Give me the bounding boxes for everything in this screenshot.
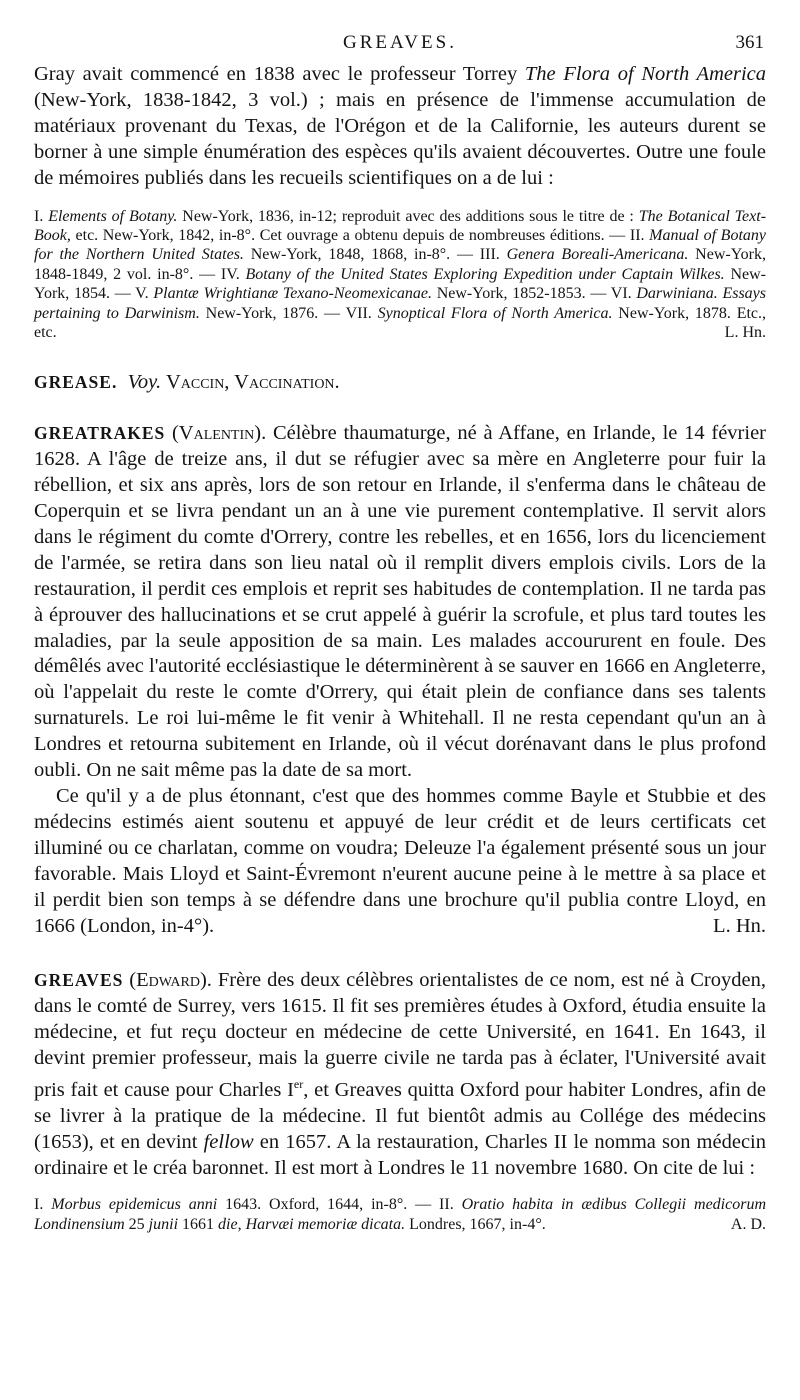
bib-text: New-York, 1852-1853. — VI. [432,285,637,303]
entry-text: Célèbre thaumaturge, né à Affane, en Irlande, le 14 février 1628. A l'âge de treize ans, il dut se réfugier avec sa mère en Angleterre pour fuir la rébellion, et six ans après, lors de son retour en Irlande, il s'enferma dans le château de Coperquin et se livra pendant un an à une vie purement contemplative. Il servit alors dans le régiment du comte d'Orrery, contre les rebelles, et en 1656, lors du licenciement de l'armée, se retira dans son lieu natal où il remplit divers emplois civils. Lors de la restauration, il perdit ces emplois et reprit ses habitudes de contemplation. Il ne tarda pas à éprouver des hallucinations et se crut appelé à guérir la scrofule, et plus tard toutes les maladies, par la seule apposition de sa main. Les malades accoururent en foule. Des démêlés avec l'autorité ecclésiastique le déterminèrent à se sauver en 1666 en Angleterre, où l'appelait du reste le comte d'Orrery, qui était plein de confiance dans ses talents surnaturels. Le roi lui-même le fit venir à Whitehall. Il ne resta cependant qu'un an à Londres et retourna subitement en Irlande, où il vécut dorénavant dans le plus profond oubli. On ne sait même pas la date de sa mort. [34,422,767,782]
bib-text: 1661 [178,1215,219,1233]
greaves-bibliography [34,1195,766,1234]
bib-title: The Botanical Text-Book, [34,207,767,244]
gray-paragraph [34,62,766,192]
signature: L. Hn. [724,323,766,341]
entry-italic: fellow [203,1130,254,1153]
entry-text: Ce qu'il y a de plus étonnant, c'est que des hommes comme Bayle et Stubbie et des médecins estimés aient soutenu et appuyé de leur crédit et de leurs certificats cet illuminé ou ce charlatan, comme on voudra; Deleuze l'a également présenté sous un jour favorable. Mais Lloyd et Saint-Évremont n'eurent aucune peine à le mettre à sa place et il perdit bien son temps à se défendre dans une brochure qu'il publia contre Lloyd, en 1666 (London, in-4°). [34,784,766,937]
bib-text: New-York, 1848, 1868, in-8°. — III. [243,246,507,264]
headword-firstname: (Valentin). [165,422,267,445]
bib-text: 25 [124,1215,149,1233]
running-head: GREAVES. [343,32,457,53]
gray-text-1: Gray avait commencé en 1838 avec le professeur Torrey [34,63,525,85]
bib-text: New-York, 1836, in-12; reproduit avec des additions sous le titre de : [177,207,639,225]
greaves-paragraph [34,968,766,1181]
bib-text: New-York, 1878. Etc., etc. [34,304,767,341]
bib-num: I. [34,1196,52,1214]
page [34,28,766,1234]
gray-flora-title: The Flora of North America [524,63,766,85]
signature: A. D. [730,1215,766,1233]
bib-title: Synoptical Flora of North America. [377,304,613,322]
bib-num: I. [34,207,49,225]
bib-title: Botany of the United States Exploring Expedition under Captain Wilkes. [245,265,725,283]
headword: GREATRAKES [34,423,166,444]
headword: GREAVES [34,970,124,991]
bib-title: Morbus epidemicus anni [51,1196,218,1214]
bib-title: Genera Boreali-Americana. [506,246,689,264]
entry-text: Frère des deux célèbres orientalistes de ce nom, est né à Croyden, dans le comté de Surrey, vers 1615. Il fit ses premières études à Oxford, étudia ensuite la médecine, et fut reçu docteur en médecine de cette Université, en 1641. En 1643, il devint premier professeur, mais la guerre civile ne tarda pas à éclater, l'Université avait pris fait et cause pour Charles I [34,969,766,1101]
grease-entry [34,370,766,396]
page-header [34,28,766,62]
signature: L. Hn. [713,914,766,937]
bib-text: New-York, 1848-1849, 2 vol. in-8°. — IV. [34,246,766,283]
bib-title: die, Harvæi memoriæ dicata. [218,1215,406,1233]
bib-title: Manual of Botany for the Northern United States. [34,226,766,264]
headword-firstname: (Edward). [123,969,212,992]
superscript: er [293,1077,304,1092]
cross-reference: Vaccin, Vaccination. [161,371,340,394]
bib-text: Londres, 1667, in-4°. [405,1215,546,1233]
bib-title: Plantæ Wrightianæ Texano-Neomexicanae. [153,285,432,303]
entry-text: , et Greaves quitta Oxford pour habiter Londres, afin de se livrer à la pratique de la médecine. Il fut bientôt admis au Collége des médecins (1653), et en devint [34,1078,766,1153]
page-number: 361 [735,32,764,53]
voy-label: Voy. [127,371,162,394]
bib-text: etc. New-York, 1842, in-8°. Cet ouvrage a obtenu depuis de nombreuses éditions. — II. [70,226,650,244]
bib-title: junii [148,1215,179,1233]
bib-text: 1643. Oxford, 1644, in-8°. — II. [217,1196,462,1214]
bib-title: Oratio habita in ædibus Collegii medicorum Londinensium [34,1196,767,1233]
headword: GREASE. [34,372,118,393]
bib-title: Elements of Botany. [48,207,178,225]
entry-text: en 1657. A la restauration, Charles II le nomma son médecin ordinaire et le créa baronnet. Il est mort à Londres le 11 novembre 1680. On cite de lui : [34,1130,766,1179]
greatrakes-paragraph-2 [34,784,766,939]
gray-text-2: (New-York, 1838-1842, 3 vol.) ; mais en présence de l'immense accumulation de matériaux provenant du Texas, de l'Orégon et de la Californie, les auteurs durent se borner à une simple énumération des espèces qu'ils avaient découvertes. Outre une foule de mémoires publiés dans les recueils scientifiques on a de lui : [34,88,766,189]
bib-text: New-York, 1876. — VII. [199,304,378,322]
bib-text: New-York, 1854. — V. [34,265,767,303]
greatrakes-paragraph-1 [34,421,766,784]
gray-bibliography [34,207,766,343]
bib-title: Darwiniana. Essays pertaining to Darwinism. [34,285,766,322]
